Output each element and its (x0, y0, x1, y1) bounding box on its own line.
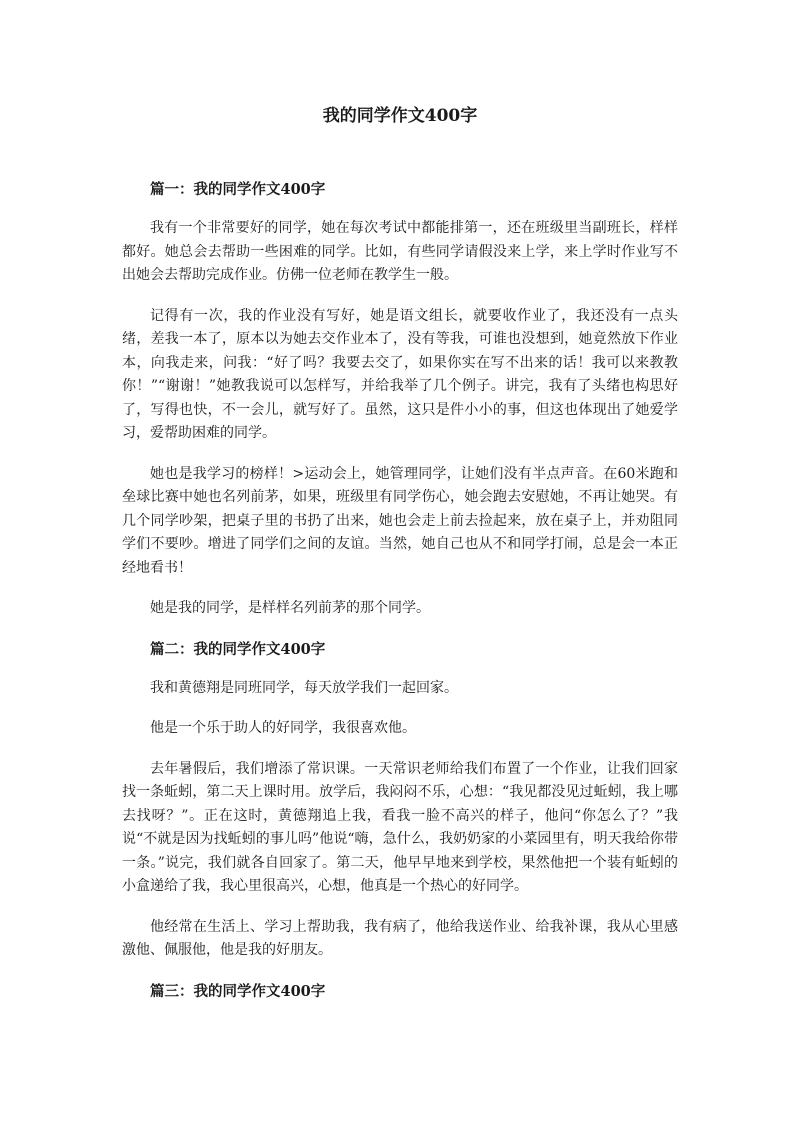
section-2-paragraph-1: 我和黄德翔是同班同学，每天放学我们一起回家。 (150, 679, 458, 696)
section-1-paragraph-3: 她也是我学习的榜样！>运动会上，她管理同学，让她们没有半点声音。在60米跑和垒球比赛中她也名列前茅，如果，班级里有同学伤心，她会跑去安慰她，不再让她哭。有几个同学吵架，把桌子里的书扔了出来，她也会走上前去捡起来，放在桌子上，并劝阻同学们不要吵。增进了同学们之间的友谊。当然，她自己也从不和同学打闹，总是会一本正经地看书！ (122, 465, 678, 576)
section-heading-3: 篇三：我的同学作文400字 (150, 982, 326, 1000)
section-heading-1: 篇一：我的同学作文400字 (150, 181, 326, 198)
section-1-paragraph-1: 我有一个非常要好的同学，她在每次考试中都能排第一，还在班级里当副班长，样样都好。她总会去帮助一些困难的同学。比如，有些同学请假没来上学，来上学时作业写不出她会去帮助完成作业。仿佛一位老师在教学生一般。 (122, 220, 678, 283)
section-2-paragraph-3: 去年暑假后，我们增添了常识课。一天常识老师给我们布置了一个作业，让我们回家找一条蚯蚓，第二天上课时用。放学后，我闷闷不乐，心想：“我见都没见过蚯蚓，我上哪去找呀？”。正在这时，黄德翔追上我，看我一脸不高兴的样子，他问“你怎么了？”我说“不就是因为找蚯蚓的事儿吗”他说“嗨，急什么，我奶奶家的小菜园里有，明天我给你带一条。”说完，我们就各自回家了。第二天，他早早地来到学校，果然他把一个装有蚯蚓的小盒递给了我，我心里很高兴，心想，他真是一个热心的好同学。 (122, 760, 678, 894)
section-1-paragraph-4: 她是我的同学，是样样名列前茅的那个同学。 (150, 600, 430, 616)
section-1-paragraph-2: 记得有一次，我的作业没有写好，她是语文组长，就要收作业了，我还没有一点头绪，差我一本了，原本以为她去交作业本了，没有等我，可谁也没想到，她竟然放下作业本，向我走来，问我：“好了吗？我要去交了，如果你实在写不出来的话！我可以来教教你！”“谢谢！”她教我说可以怎样写，并给我举了几个例子。讲完，我有了头绪也构思好了，写得也快，不一会儿，就写好了。虽然，这只是件小小的事，但这也体现出了她爱学习，爱帮助困难的同学。 (122, 307, 678, 441)
document-body (122, 178, 678, 1004)
section-heading-2: 篇二：我的同学作文400字 (150, 640, 326, 658)
document-title: 我的同学作文400字 (322, 106, 478, 126)
section-2-paragraph-4: 他经常在生活上、学习上帮助我，我有病了，他给我送作业、给我补课，我从心里感激他、佩服他，他是我的好朋友。 (122, 918, 678, 958)
section-2-paragraph-2: 他是一个乐于助人的好同学，我很喜欢他。 (150, 720, 416, 736)
